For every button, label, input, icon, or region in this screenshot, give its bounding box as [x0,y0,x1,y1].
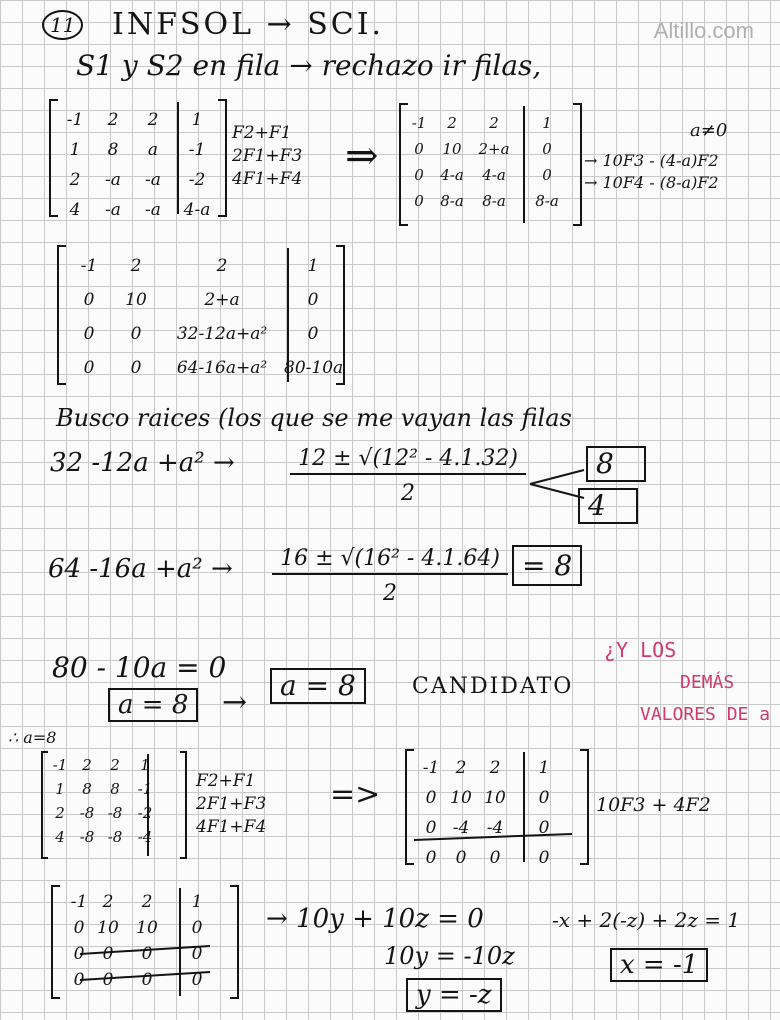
matrix-cell: 8-a [535,192,559,210]
matrix-cell: 2+a [478,140,510,158]
quadratic-1-numerator: 12 ± √(12² - 4.1.32) [290,446,526,475]
matrix-cell: 0 [83,358,95,378]
watermark: Altillo.com [653,18,754,43]
matrix-cell: a [147,140,159,160]
matrix-reduced-1-cells [404,114,576,210]
matrix-cell: 8 [110,780,120,798]
matrix-cell: 0 [425,848,437,868]
matrix-case-reduced-cells [416,758,574,868]
row-operation: 4F1+F4 [232,168,303,189]
row-ops-initial [232,122,302,191]
matrix-cell: -2 [137,804,153,822]
matrix-cell: 0 [102,970,114,990]
matrix-cell: 2 [69,170,81,190]
roots-heading: Busco raices (los que se me vayan las filas [56,404,572,432]
quadratic-1-formula [290,446,526,506]
matrix-cell: 0 [489,848,501,868]
matrix-cell: 1 [191,892,203,912]
final-equation-4: -x + 2(-z) + 2z = 1 [552,908,741,932]
matrix-final [50,884,240,1000]
matrix-cell: 4-a [183,200,211,220]
matrix-cell: 0 [414,140,424,158]
matrix-cell: 0 [414,166,424,184]
matrix-cell: 2 [55,804,65,822]
quadratic-2-result-box: = 8 [512,545,582,586]
matrix-cell: 0 [83,324,95,344]
linear-solution: a = 8 [108,688,198,722]
matrix-cell: -2 [188,170,206,190]
matrix-cell: -a [145,200,161,220]
matrix-cell: 2 [110,756,120,774]
quadratic-1-lhs: 32 -12a +a² → [50,448,235,478]
matrix-cell: 8 [107,140,119,160]
quadratic-2-lhs: 64 -16a +a² → [48,554,233,584]
matrix-cell: 1 [55,780,65,798]
matrix-cell: 1 [140,756,150,774]
page-title: INFSOL → SCI. [112,7,385,42]
matrix-cell: 0 [191,970,203,990]
matrix-cell: 0 [83,290,95,310]
matrix-cell: 1 [307,256,319,276]
matrix-cell: 0 [307,324,319,344]
candidate-label: CANDIDATO [412,674,574,699]
matrix-cell: 0 [538,818,550,838]
matrix-cell: 4 [69,200,81,220]
matrix-cell: 4-a [482,166,506,184]
matrix-cell: -4 [486,818,504,838]
quadratic-2-formula [272,546,508,606]
matrix-cell: 2 [455,758,467,778]
final-equation-2: 10y = -10z [384,942,515,970]
matrix-cell: 0 [414,192,424,210]
matrix-cell: -a [105,170,121,190]
matrix-initial [48,98,228,218]
matrix-cell: 0 [102,944,114,964]
row-operation: 2F1+F3 [196,793,267,814]
matrix-cell: -8 [79,828,95,846]
matrix-cell: -8 [79,804,95,822]
matrix-cell: 2 [489,758,501,778]
final-equation-1: → 10y + 10z = 0 [266,904,484,934]
note-line-1: ¿Y LOS [604,638,677,662]
row-ops-case [196,770,266,839]
matrix-cell: 8 [82,780,92,798]
matrix-cell: -8 [107,828,123,846]
matrix-cell: 32-12a+a² [176,324,268,344]
matrix-cell: 0 [141,944,153,964]
implies-arrow-2: => [330,777,381,812]
linear-equation: 80 - 10a = 0 [52,651,227,684]
matrix-cell: 0 [538,848,550,868]
matrix-cell: 2+a [204,290,240,310]
note-line-2: DEMÁS [680,672,735,693]
matrix-cell: 80-10a [284,358,344,378]
matrix-cell: 2 [489,114,499,132]
matrix-cell: 8-a [440,192,464,210]
implies-arrow-1: ⇒ [345,133,379,179]
matrix-cell: 2 [107,110,119,130]
matrix-cell: 1 [538,758,550,778]
matrix-case-cells [46,756,160,846]
matrix-cell: 0 [425,788,437,808]
matrix-cell: 0 [425,818,437,838]
matrix-cell: -1 [66,110,84,130]
matrix-cell: 0 [130,358,142,378]
root-box-2: 4 [578,488,638,524]
matrix-cell: -8 [107,804,123,822]
matrix-cell: -1 [80,256,98,276]
root-box-1: 8 [586,446,646,482]
matrix-cell: 8-a [482,192,506,210]
matrix-cell: 2 [130,256,142,276]
matrix-cell: 2 [82,756,92,774]
matrix-cell: 10 [97,918,119,938]
matrix-reduced-2-cells [66,256,342,378]
quadratic-2-denominator: 2 [383,581,397,606]
matrix-cell: 0 [538,788,550,808]
matrix-cell: 4 [55,828,65,846]
matrix-cell: 2 [141,892,153,912]
matrix-cell: -4 [452,818,470,838]
quadratic-2-numerator: 16 ± √(16² - 4.1.64) [272,546,508,575]
note-line-3: VALORES DE a [640,704,771,725]
matrix-reduced-1 [398,102,583,227]
matrix-cell: 0 [73,944,85,964]
matrix-cell: 1 [191,110,203,130]
matrix-case-reduced [404,748,590,866]
matrix-cell: 0 [455,848,467,868]
row-operation: F2+F1 [232,123,292,143]
matrix-cell: -a [105,200,121,220]
matrix-cell: 10 [450,788,472,808]
matrix-cell: 0 [141,970,153,990]
row-operation: → 10F3 - (4-a)F2 [584,151,719,170]
quadratic-1-denominator: 2 [401,481,415,506]
row-operation: 2F1+F3 [232,145,303,166]
matrix-cell: 0 [191,944,203,964]
matrix-cell: 4-a [440,166,464,184]
page-subtitle: S1 y S2 en fila → rechazo ir filas, [76,49,542,82]
matrix-cell: 2 [216,256,228,276]
matrix-cell: 2 [447,114,457,132]
matrix-case [40,750,190,860]
matrix-cell: 10 [484,788,506,808]
matrix-cell: -1 [422,758,440,778]
linear-arrow: → [222,685,248,720]
matrix-cell: 0 [130,324,142,344]
row-op-case-reduced: 10F3 + 4F2 [596,794,711,816]
row-operation: 4F1+F4 [196,816,267,837]
matrix-cell: 1 [542,114,552,132]
row-ops-reduced-1 [584,150,719,193]
row-operation: → 10F4 - (8-a)F2 [584,172,719,192]
matrix-cell: 10 [125,290,147,310]
matrix-cell: 2 [102,892,114,912]
matrix-cell: 10 [136,918,158,938]
final-equation-5: x = -1 [610,948,708,982]
matrix-reduced-2 [56,244,346,386]
matrix-initial-cells [56,110,220,220]
quadratic-2-result [512,549,582,582]
matrix-cell: 0 [542,166,552,184]
matrix-cell: 10 [442,140,462,158]
final-equation-3: y = -z [406,978,502,1012]
matrix-final-cells [66,892,224,990]
matrix-cell: -4 [137,828,153,846]
condition-a-nonzero: a≠0 [690,120,728,141]
matrix-cell: 0 [307,290,319,310]
matrix-cell: -1 [137,780,153,798]
case-label: ∴ a=8 [8,728,57,747]
matrix-cell: 2 [147,110,159,130]
matrix-cell: 64-16a+a² [176,358,268,378]
row-operation: F2+F1 [196,771,256,791]
candidate-box: a = 8 [270,668,366,704]
matrix-cell: -a [145,170,161,190]
matrix-cell: -1 [188,140,206,160]
matrix-cell: -1 [52,756,68,774]
matrix-cell: 0 [191,918,203,938]
problem-number: 11 [42,10,83,40]
matrix-cell: 0 [542,140,552,158]
matrix-cell: -1 [70,892,88,912]
matrix-cell: 1 [69,140,81,160]
matrix-cell: 0 [73,918,85,938]
matrix-cell: -1 [411,114,427,132]
matrix-cell: 0 [73,970,85,990]
